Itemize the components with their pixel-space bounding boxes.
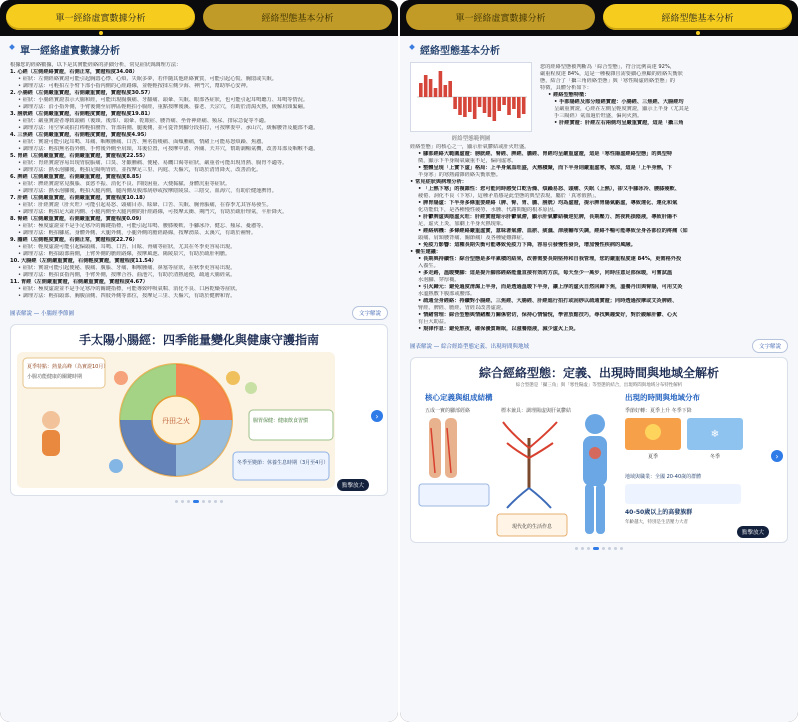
tab-bar xyxy=(0,0,398,36)
text-line: • 肝鬱脾虛與陰虛火旺：肝經實證暗示肝鬱氣滯，顯示肝氣鬱結橫逆犯脾，長期壓力、熬夜耗損陰液，導致肝陽不 xyxy=(418,214,678,220)
info-left-label: 五成一實的腳部經絡 xyxy=(425,408,471,414)
text-line: 9. 膽經（左側輕度實證，右側正常，實證程度22.76） xyxy=(10,237,138,243)
info-mid-label: 標本兼具：調理陽虛與肝氣鬱結 xyxy=(501,408,572,414)
text-line: • 症狀：小腸經實證表示大腸和經，可能出現腸腹痛、牙齦痛、頭暈、失眠、眼部各症狀，也可能引起耳鳴聽力、耳鳴等情況。 xyxy=(18,97,309,103)
carousel-dot[interactable] xyxy=(614,547,617,550)
tab-single-meridian[interactable] xyxy=(6,4,195,30)
figure-caption: 經絡型態範例圖 xyxy=(451,136,491,142)
text-line: • 調理方法：輕拍頭部兩側，上臂外側的膽經路線，按摩風池、陽陵泉穴，有助於疏肝利膽。 xyxy=(18,251,231,257)
figure-bar xyxy=(478,97,482,107)
text-line: 8. 腎經（左側嚴重實證，右側嚴重實證，實證程度0.09） xyxy=(10,216,145,222)
next-arrow-icon[interactable]: › xyxy=(771,450,783,462)
tab-single-meridian[interactable] xyxy=(406,4,595,30)
left-content xyxy=(0,36,398,722)
carousel-dot[interactable] xyxy=(220,500,223,503)
figure-bar xyxy=(468,97,472,112)
carousel-dots xyxy=(410,547,788,550)
analysis-text xyxy=(10,62,388,300)
text-line: • 腳部經絡大範圍虛證：膀胱經、腎經、脾經、膽經、胃經均呈嚴重虛證，這是「寒性陽虛經絡型態」的典型特 xyxy=(418,151,673,157)
text-line: • 症狀：左側經絡實證可能引起胸悶心悸、心煩、失眠多夢，若伴隨其他經絡實質，可能引起心慌、胸悶或失眠。 xyxy=(18,76,277,82)
chart-caption-row xyxy=(10,306,388,320)
text-line: • 養生建議： xyxy=(410,249,442,255)
carousel-dot[interactable] xyxy=(608,547,611,550)
section-title: 經絡型態基本分析 xyxy=(410,42,788,57)
text-line: • 調理方法：沿小指外側，手臂後側至肩胛區輕輕拍小腸經，重點按摩後溪、養老、天宗穴，有助於清瀉火熱，緩解肩頸緊繃。 xyxy=(18,104,309,110)
text-line: 頭痛、肩頸腰背痛、關節痛）及各種疑難雜症。 xyxy=(418,235,527,241)
text-line: • 引火歸元：避免過度清瀉上半身，而是透過溫暖下半身，讓上浮的虛火自然回歸下焦，溫養丹田與腎陽，可用艾灸 xyxy=(418,284,683,290)
figure-bar xyxy=(493,97,497,121)
text-line: 水溫熱敷下腹部或腰部。 xyxy=(418,291,476,297)
figure-bar xyxy=(448,81,452,97)
right-screen xyxy=(400,0,798,722)
text-line: • 疏通全身經絡：持續對小腸經、三焦經、大腸經、肝經進行拍打或刮痧以疏通實證；同時透過按摩或艾灸脾經、 xyxy=(418,298,678,304)
figure-block xyxy=(410,62,532,142)
text-line: 經絡型態」的核心之一，顯示肝氣鬱結或肝火旺盛。 xyxy=(410,144,530,150)
carousel-dot[interactable] xyxy=(214,500,217,503)
text-line: 您的經絡型態被判斷為「綜合型態」，符合比例高達 92%， xyxy=(540,64,676,70)
text-line: 化功能低下，是各種慢性疲勞、水腫、代謝問題的根本原因。 xyxy=(418,207,559,213)
text-line: 6. 脾經（左側嚴重實證，右側嚴重實證，實證程度8.85） xyxy=(10,174,145,180)
carousel-dot-active[interactable] xyxy=(593,547,599,550)
text-line: • 肝經實證：肝經左右兩側均呈嚴重實證，這是「攝三角 xyxy=(554,120,684,126)
info-left-head: 核心定義與組成結構 xyxy=(425,393,493,402)
text-line: 有巨大助益。 xyxy=(418,319,450,325)
figure-bar xyxy=(444,85,448,97)
text-line: 根據您的經絡數據，以下是其實能經絡的詳細分析，常見症狀與調理方法： xyxy=(10,62,182,68)
figure-bar xyxy=(463,97,467,117)
analysis-text xyxy=(410,144,788,333)
tab-meridian-pattern[interactable] xyxy=(203,4,392,30)
text-line: • 症狀：實證可能引起耳鳴、耳痛、咽喉腫痛、口苦、無名指痠痛、面頰腫痛，情緒上可能易怒煩躁、焦慮。 xyxy=(18,139,267,145)
text-line: • 經絡病機：多條經絡嚴重虛實，意味著氣滯、血瘀、痰濕、津液輸布失調，經絡不暢可能導致全身各部位的疼痛（如 xyxy=(418,228,688,234)
text-line: • 症狀：肝經實證（肝火旺）可能引起易怒、頭痛目赤、眩暈、口苦、失眠、胸脅脹痛，在春季尤其容易發生。 xyxy=(18,202,272,208)
text-line: • 症狀：胃經實證容易出現胃脘脹痛、口臭、牙齦腫痛、便秘、易饑口渴等症狀，嚴重者可能出現胃熱、腸胃不適等。 xyxy=(18,160,288,166)
carousel-dot[interactable] xyxy=(620,547,623,550)
figure-bar xyxy=(424,75,428,97)
figure-bar xyxy=(517,97,521,118)
figure-bar xyxy=(502,97,506,105)
text-explain-button[interactable]: 文字解說 xyxy=(752,339,788,353)
text-line: • 調理方法：輕拍食指內側，手臂外側，按摩合谷、曲池穴，有助於清熱通便，疏通大腸經氣。 xyxy=(18,272,236,278)
text-line: 疲倦、洞化不良（下寒），這種矛盾感是此型態的典型表現，屬於「真寒假熱」。 xyxy=(418,193,600,199)
text-line: • 調理方法：熱水泡腳後，輕拍大腿內側，腿內側及腹部刮痧或按摩陰陵泉、三陰交、血海穴，有助於健運脾胃。 xyxy=(18,188,277,194)
carousel-dot[interactable] xyxy=(187,500,190,503)
info-age-sub: 年齡越大，特別是生活壓力大者 xyxy=(625,520,688,525)
text-line: • 調理方法：輕拍無名指外側、手臂後外側至肩頸，耳後位置，可按摩中渚、外關、天井穴，幫助調暢氣機，改善耳部及咽喉不適。 xyxy=(18,146,319,152)
info-right-head: 出現的時間與地域分布 xyxy=(625,393,700,402)
text-line: 3. 膀胱經（左側嚴重實證，右側輕度實證，實證程度19.81） xyxy=(10,111,154,117)
carousel-dot[interactable] xyxy=(208,500,211,503)
text-line: 入養生。 xyxy=(418,263,439,269)
text-line: 2. 小腸經（左側嚴重實證，右側嚴重實證，實證程度30.57） xyxy=(10,90,154,96)
summer-label: 夏季 xyxy=(647,454,659,460)
text-line: 5. 胃經（左側嚴重實證，右側嚴重實證，實證程度22.55） xyxy=(10,153,148,159)
text-line: 呈嚴重實證，心經在左側呈輕度實證，顯示上半身（尤其是 xyxy=(554,106,689,112)
text-line: • 調理方法：可輕拍左手臂下部小指內側的心經路線，並輕輕按揉左側少海、神門穴，幫助寧心安神。 xyxy=(18,83,251,89)
section-title: 單一經絡虛實數據分析 xyxy=(10,42,388,57)
figure-bar xyxy=(434,88,438,97)
svg-text:❄: ❄ xyxy=(710,429,720,440)
tab-label: 單一經絡虛實數據分析 xyxy=(55,13,146,24)
info-geo-label: 地域與職業：全國 20-40歲的群體 xyxy=(625,474,702,480)
text-line: • 症狀：輕度虛證可能引起偏頭痛、耳鳴、口苦、目眩、脅痛等症狀，尤其在冬季更容易出現。 xyxy=(18,244,236,250)
figure-row xyxy=(410,62,788,142)
chart-caption-row xyxy=(410,339,788,353)
text-line: 7. 肝經（左側嚴重實證，右側嚴重實證，實證程度10.18） xyxy=(10,195,148,201)
figure-bar xyxy=(458,97,462,115)
tab-label: 單一經絡虛實數據分析 xyxy=(455,13,546,24)
text-line: • 常見症狀與病理分析： xyxy=(410,179,467,185)
carousel-dots xyxy=(10,500,388,503)
tab-label: 經絡型態基本分析 xyxy=(261,13,334,24)
info-age-label: 40-50歲以上的高發族群 xyxy=(625,509,693,516)
text-line: 足，虛火上炎，加劇上半身火熱現象。 xyxy=(418,221,507,227)
text-line: • 症狀：嚴重實證者導致頭痛（後頸、後部）、頭暈、乾眼症、腰背痛、坐骨神經痛、頻尿、排尿急促等不適。 xyxy=(18,118,270,124)
tab-bar xyxy=(400,0,798,36)
infographic-image xyxy=(411,388,763,543)
carousel-dot[interactable] xyxy=(587,547,590,550)
meridian-bar-chart xyxy=(411,63,531,131)
text-line: • 情緒管理：綜合型態與情緒壓力關係密切，保持心情愉悅，學習放鬆技巧，尋找興趣愛好，對於緩解肝鬱、心火 xyxy=(418,312,678,318)
carousel-dot[interactable] xyxy=(581,547,584,550)
text-line: 徵，顯示下半身陽氣嚴重不足，偏向虛寒。 xyxy=(418,158,517,164)
info-modern-label: 現代化的生活作息 xyxy=(511,524,553,530)
carousel-dot[interactable] xyxy=(202,500,205,503)
text-line: 手三陽經）氣血過於旺盛，偏向火熱。 xyxy=(554,113,643,119)
figure-bar xyxy=(488,97,492,117)
infographic-card[interactable] xyxy=(10,324,388,496)
zoom-button[interactable]: 點擊放大 xyxy=(737,526,769,538)
left-screen xyxy=(0,0,398,722)
text-line: • 多走路，溫暖雙腳：這是提升腳部經絡能量直接有效的方法，每天至少一萬步，同時注意足部保暖，可嘗試溫 xyxy=(418,270,673,276)
infographic-image xyxy=(11,348,341,493)
text-line: • 整體呈現「上實下虛」格局：上半身氣血旺盛，火熱積聚，而下半身則嚴重虛寒，寒涼，這是「上半身熱，下 xyxy=(418,165,673,171)
carousel-dot[interactable] xyxy=(181,500,184,503)
chart-caption: 圖表解說 — 小腸經季節圖 xyxy=(10,311,74,317)
info-right-label: 腸胃保健：健康飲食習慣 xyxy=(253,418,309,424)
text-explain-button[interactable]: 文字解說 xyxy=(352,306,388,320)
figure-bar xyxy=(429,79,433,97)
carousel-dot[interactable] xyxy=(575,547,578,550)
figure-bar xyxy=(419,83,423,97)
zoom-button[interactable]: 點擊放大 xyxy=(337,479,369,491)
text-line: • 規律作息：避免熬夜，確保優質睡眠，以滋養陰液，減少虛火上炎。 xyxy=(418,326,579,332)
figure-bar xyxy=(473,97,477,119)
text-line: 半身寒」的寒熱錯雜經絡失衡狀態。 xyxy=(418,172,502,178)
text-line: • 脾胃陽虛：下半身多條重要經絡（脾、腎、胃、膽、膀胱）均為虛證，提示脾胃陽氣虧虛，導致運化、運化和氣 xyxy=(418,200,678,206)
text-line: • 症狀：極度虛證並不是手足寒冷的關鍵指標，可能導致呼吸氣喘、消化不良、口唇乾燥等症狀。 xyxy=(18,286,241,292)
figure-bar xyxy=(483,97,487,113)
text-line: • 手部陽經及部分陰經實證：小腸經、三焦經、大腸經均 xyxy=(554,99,684,105)
text-line: • 調理方法：輕拍足大趾內側、小腿內側至大腿內側的肝經路線，可按摩太衝、期門穴，有助於疏肝理氣，平肝降火。 xyxy=(18,209,288,215)
figure-bar xyxy=(512,97,516,109)
figure-bar xyxy=(453,97,457,109)
text-line: • 症狀：極度虛證並不是手足寒冷的關鍵指標，可能引起耳鳴、腰膝痠軟、手腳冰冷、健忘、頻尿、憂慮等。 xyxy=(18,223,267,229)
text-line: • 長期與持續性：綜合型態是多年累積的結果，改善需要長期堅持和自我管理，您的嚴重程度達 84%，更需格外投 xyxy=(418,256,682,262)
figure-bar xyxy=(522,97,526,114)
chart-caption: 圖表解說 — 綜合經絡型態定義、出現時間與地域 xyxy=(410,344,529,350)
summary-text xyxy=(540,62,788,142)
text-line: 特徵，具體分析如下： xyxy=(540,85,592,91)
tab-meridian-pattern[interactable] xyxy=(603,4,792,30)
text-line: 1. 心經（左側經絡實證，右側正常，實證程度34.08） xyxy=(10,69,138,75)
text-line: • 免疫力影響：這種長期失衡可能導致免疫力下降，容易引發慢性發炎，增加慢性疾病的風險。 xyxy=(418,242,636,248)
tab-label: 經絡型態基本分析 xyxy=(661,13,734,24)
text-line: • 調理方法：輕拍腳底、身體外側、大腿外側，小腿外側的膽經路線，按摩湧泉、太溪穴，有助於補腎。 xyxy=(18,230,257,236)
text-line: 嚴重程度達 84%，這是一種複雜且需要細心照顧的經絡失衡狀 xyxy=(540,71,683,77)
text-line: 10. 大腸經（左側嚴重實證，右側輕度實證，實證程度11.54） xyxy=(10,258,157,264)
carousel-dot[interactable] xyxy=(175,500,178,503)
text-line: • 經絡型態特徵： xyxy=(548,92,590,98)
carousel-dot[interactable] xyxy=(602,547,605,550)
info-left-label: 夏季特點：熱量高峰（為實證10月） xyxy=(27,364,109,370)
infographic-card[interactable] xyxy=(410,357,788,543)
text-line: 11. 胃經（左側嚴重實證，右側嚴重實證，實證程度4.67） xyxy=(10,279,148,285)
text-line: • 「上熱下寒」的複雜性：您可能同時感受口乾舌燥、煩躁易怒、頭痛、失眠（上熱），卻又手腳冰冷、腰膝痠軟、 xyxy=(418,186,680,192)
meridian-pattern-figure[interactable] xyxy=(410,62,532,132)
winter-label: 冬季 xyxy=(709,454,721,460)
text-line: • 症狀：實證可能引起便秘、腹痛、腹脹、牙痛、咽喉腫痛、鼻塞等症狀，在秋季更容易出現。 xyxy=(18,265,236,271)
infographic-title: 綜合經絡型態：定義、出現時間與地域全解析 xyxy=(478,366,719,380)
active-indicator xyxy=(696,31,700,35)
text-line: 水泡腳、穿厚襪。 xyxy=(418,277,460,283)
figure-bar xyxy=(439,71,443,97)
right-content xyxy=(400,36,798,722)
text-line: • 症狀：脾經實證常見腹脹、食慾不振、消化不良、四肢困重、大便黏膩、身體沉重等症狀。 xyxy=(18,181,231,187)
infographic-title: 手太陽小腸經：四季能量變化與健康守護指南 xyxy=(78,333,319,347)
figure-bar xyxy=(507,97,511,115)
info-bottom-label: 冬季至變節：休養生息時期（3月至4月） xyxy=(237,460,329,466)
info-center-label: 丹田之火 xyxy=(162,417,190,425)
carousel-dot-active[interactable] xyxy=(193,500,199,503)
text-line: 腎經、脾經、膽經、胃經以改善虛證。 xyxy=(418,305,507,311)
text-line: • 調理方法：熱水泡腳後，輕拍足陽明胃經，並按摩足三里、內庭、天樞穴，有助於清胃降火，改善消化。 xyxy=(18,167,262,173)
text-line: • 調理方法：用空掌或拍打棒輕拍腰背、背部兩側、腿後側，並可從背到腳分段拍打，可按摩委中、承山穴，緩解腰背及腿部不適。 xyxy=(18,125,319,131)
info-left-label2: 小腸功能健康的關鍵時期 xyxy=(27,374,83,380)
text-line: • 調理方法：輕拍頭部、胸腹前側、四肢外側等部位，按摩足三里、天樞穴，有助於健脾和胃。 xyxy=(18,293,236,299)
active-indicator xyxy=(99,31,103,35)
next-arrow-icon[interactable]: › xyxy=(371,410,383,422)
figure-bar xyxy=(497,97,501,111)
text-line: 4. 三焦經（左側嚴重實證，右側輕度實證，實證程度4.95） xyxy=(10,132,150,138)
text-line: 態，結合了「攝三角經絡型態」與「寒性陽虛經絡型態」的 xyxy=(540,78,675,84)
infographic-subtitle: 綜合型態是「攝三角」與「寒性陽虛」等型態的結合，出現時間與地域分布特性解析 xyxy=(515,383,683,388)
info-right-label: 季節好轉：夏季上升 冬季下降 xyxy=(625,408,692,414)
